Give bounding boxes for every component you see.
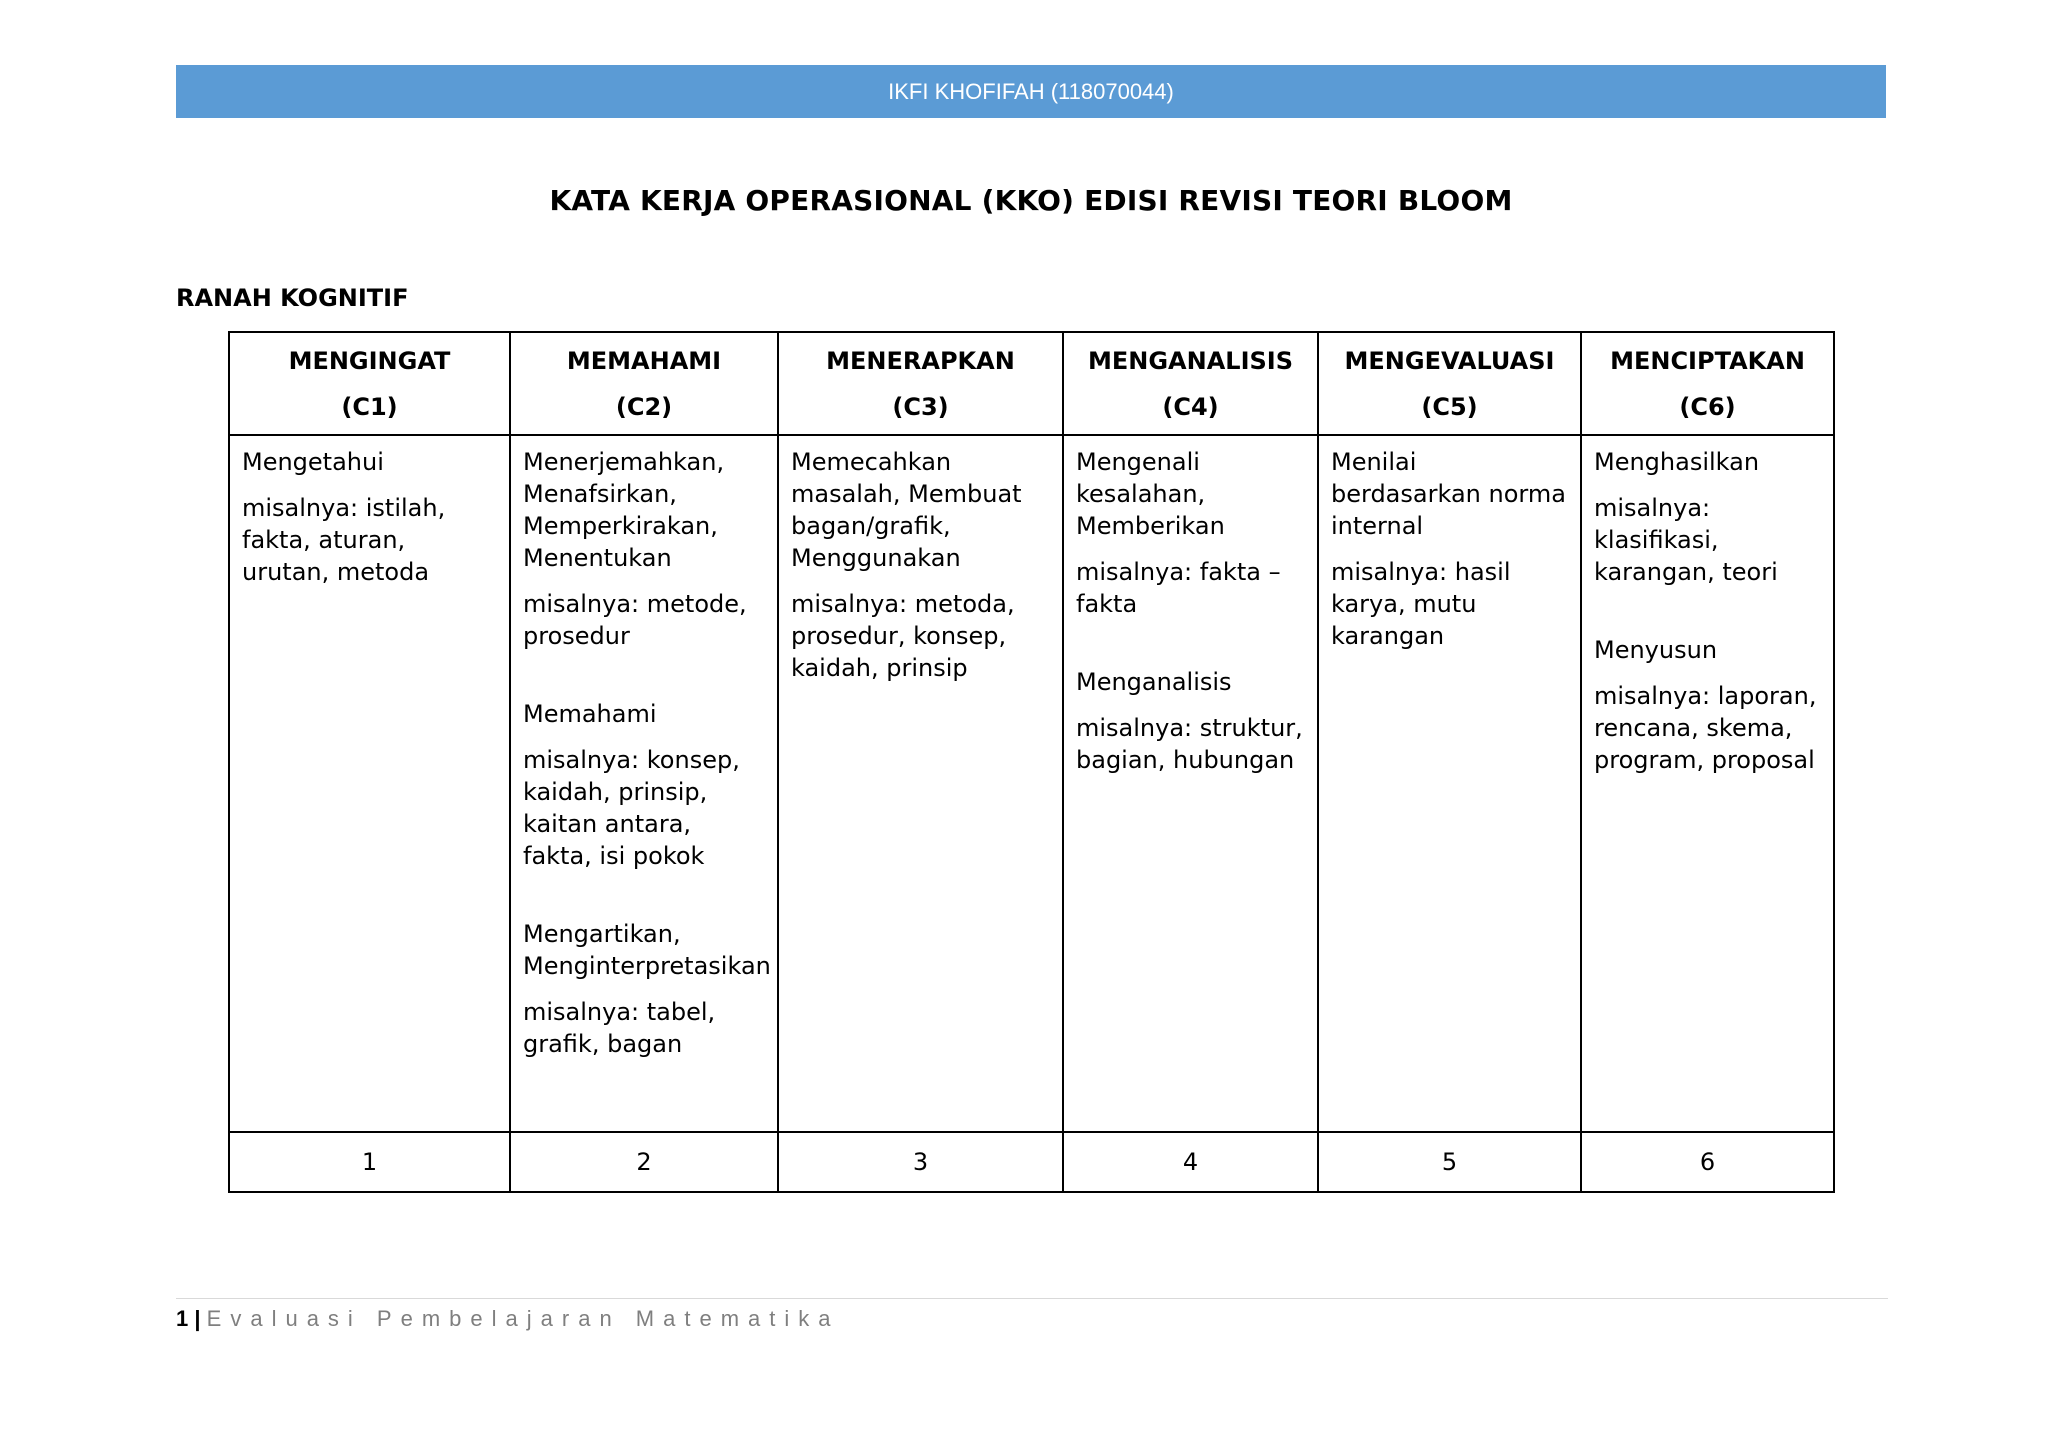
kko-entry xyxy=(1331,446,1568,652)
column-number: 3 xyxy=(778,1132,1063,1192)
entry-verb: Mengenali kesalahan, Memberikan xyxy=(1076,448,1225,540)
column-header-c3 xyxy=(778,332,1063,435)
kko-entry xyxy=(1076,446,1305,620)
table-cell-c6 xyxy=(1581,435,1834,1132)
column-header-c6 xyxy=(1581,332,1834,435)
entry-example: misalnya: hasil karya, mutu karangan xyxy=(1331,558,1511,650)
column-number: 1 xyxy=(229,1132,510,1192)
footer-divider xyxy=(176,1298,1888,1299)
table-number-row xyxy=(229,1132,1834,1192)
kko-table xyxy=(228,331,1835,1193)
entry-example: misalnya: struktur, bagian, hubungan xyxy=(1076,714,1303,774)
column-code: (C4) xyxy=(1162,392,1219,421)
column-number: 6 xyxy=(1581,1132,1834,1192)
kko-entry xyxy=(1594,446,1821,588)
entry-example: misalnya: istilah, fakta, aturan, urutan, metoda xyxy=(242,494,446,586)
document-title: KATA KERJA OPERASIONAL (KKO) EDISI REVISI TEORI BLOOM xyxy=(549,184,1513,217)
column-name: MENGINGAT xyxy=(288,346,451,375)
table-cell-c3 xyxy=(778,435,1063,1132)
table-body-row xyxy=(229,435,1834,1132)
column-code: (C1) xyxy=(341,392,398,421)
column-code: (C2) xyxy=(615,392,673,421)
column-code: (C3) xyxy=(892,392,949,421)
column-name: MENGEVALUASI xyxy=(1344,346,1555,375)
footer-text: Evaluasi Pembelajaran Matematika xyxy=(206,1306,840,1331)
entry-verb: Menganalisis xyxy=(1076,668,1232,696)
kko-entry xyxy=(242,446,497,588)
page-number: 1 xyxy=(176,1306,189,1331)
entry-verb: Menghasilkan xyxy=(1594,448,1760,476)
entry-example: misalnya: metoda, prosedur, konsep, kaidah, prinsip xyxy=(791,590,1015,682)
entry-verb: Mengartikan, Menginterpretasikan xyxy=(523,920,771,980)
column-code: (C6) xyxy=(1679,392,1736,421)
table-cell-c2 xyxy=(510,435,778,1132)
entry-example: misalnya: tabel, grafik, bagan xyxy=(523,998,716,1058)
kko-entry xyxy=(523,446,765,652)
document-header-bar xyxy=(176,65,1886,118)
entry-verb: Menerjemahkan, Menafsirkan, Memperkirakan, Menentukan xyxy=(523,448,725,572)
kko-entry xyxy=(523,918,771,1060)
column-header-c1 xyxy=(229,332,510,435)
entry-example: misalnya: fakta – fakta xyxy=(1076,558,1281,618)
table-cell-c4 xyxy=(1063,435,1318,1132)
footer-separator: | xyxy=(194,1306,201,1331)
entry-verb: Memecahkan masalah, Membuat bagan/grafik, Menggunakan xyxy=(791,448,1022,572)
table-cell-c5 xyxy=(1318,435,1581,1132)
entry-verb: Menyusun xyxy=(1594,636,1718,664)
entry-verb: Mengetahui xyxy=(242,448,384,476)
entry-verb: Memahami xyxy=(523,700,657,728)
kko-entry xyxy=(1594,634,1821,776)
entry-verb: Menilai berdasarkan norma internal xyxy=(1331,448,1566,540)
table-header-row xyxy=(229,332,1834,435)
entry-example: misalnya: metode, prosedur xyxy=(523,590,747,650)
column-header-c2 xyxy=(510,332,778,435)
kko-entry xyxy=(523,698,765,872)
section-title: RANAH KOGNITIF xyxy=(176,284,409,312)
header-text: IKFI KHOFIFAH (118070044) xyxy=(888,78,1174,104)
column-number: 2 xyxy=(510,1132,778,1192)
kko-entry xyxy=(1076,666,1305,776)
page-footer xyxy=(176,1306,840,1332)
entry-example: misalnya: konsep, kaidah, prinsip, kaitan antara, fakta, isi pokok xyxy=(523,746,740,870)
column-name: MENCIPTAKAN xyxy=(1610,346,1805,375)
entry-example: misalnya: klasifikasi, karangan, teori xyxy=(1594,494,1778,586)
column-name: MENERAPKAN xyxy=(826,346,1015,375)
column-number: 4 xyxy=(1063,1132,1318,1192)
column-name: MENGANALISIS xyxy=(1087,346,1294,375)
column-header-c4 xyxy=(1063,332,1318,435)
column-header-c5 xyxy=(1318,332,1581,435)
entry-example: misalnya: laporan, rencana, skema, program, proposal xyxy=(1594,682,1817,774)
column-code: (C5) xyxy=(1421,392,1478,421)
column-number: 5 xyxy=(1318,1132,1581,1192)
column-name: MEMAHAMI xyxy=(566,346,722,375)
kko-entry xyxy=(791,446,1050,684)
table-cell-c1 xyxy=(229,435,510,1132)
